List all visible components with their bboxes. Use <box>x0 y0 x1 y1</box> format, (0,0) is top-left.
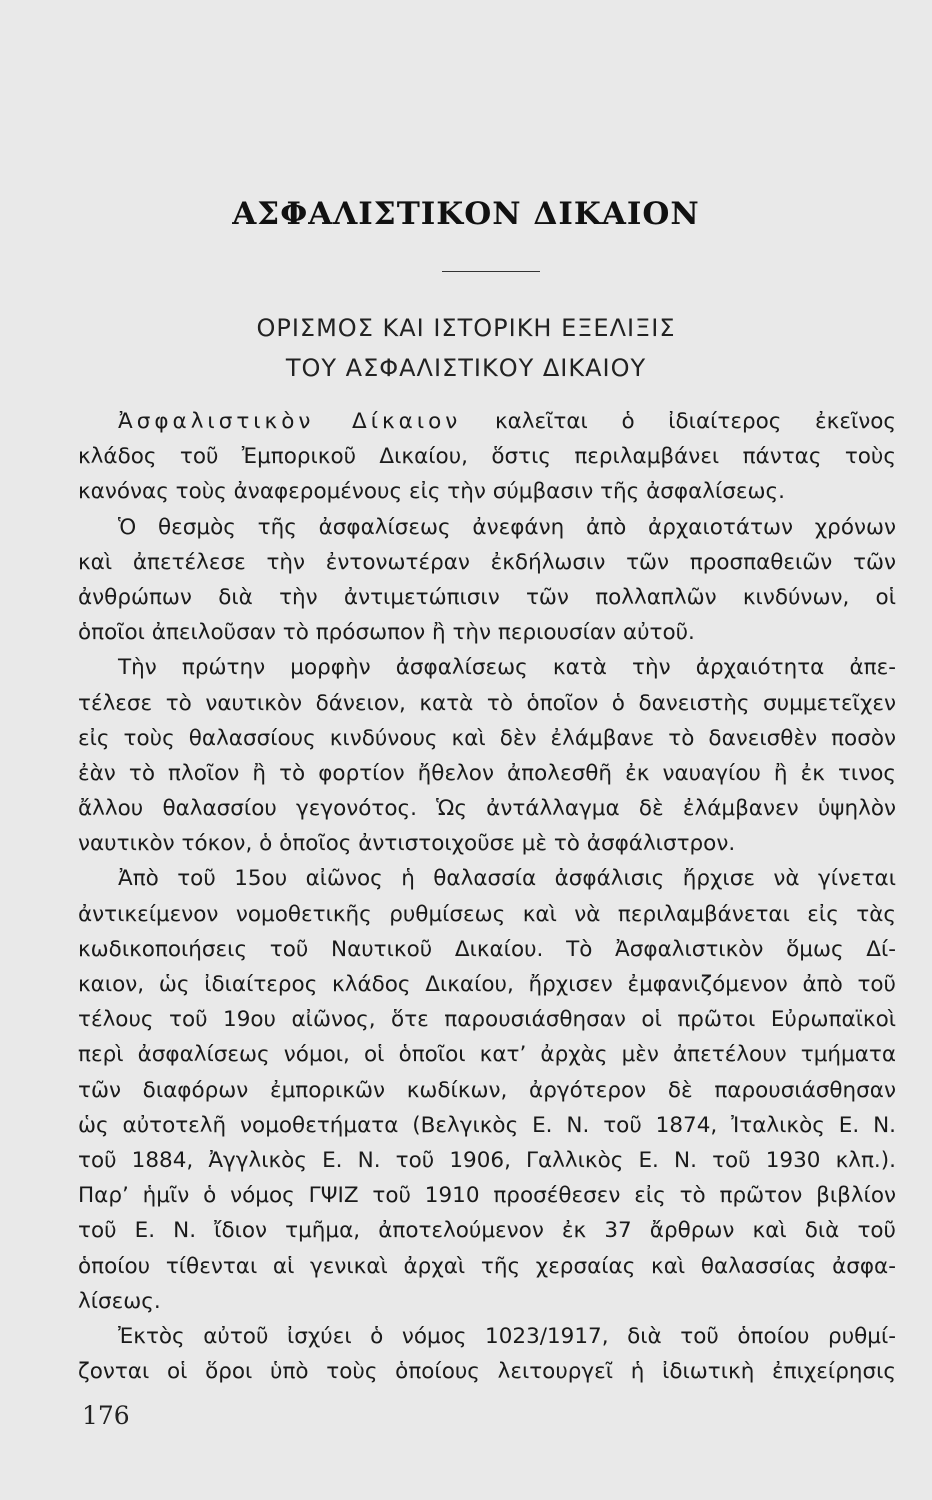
subtitle-line-1: ΟΡΙΣΜΟΣ ΚΑΙ ΙΣΤΟΡΙΚΗ ΕΞΕΛΙΞΙΣ <box>256 314 676 342</box>
text-line: ὁποίου τίθενται αἱ γενικαὶ ἀρχαὶ τῆς χερσαίας καὶ θαλασσίας ἀσφα- <box>78 1253 896 1279</box>
page-title: ΑΣΦΑΛΙΣΤΙΚΟΝ ΔΙΚΑΙΟΝ <box>232 196 700 232</box>
text-line: τῶν διαφόρων ἐμπορικῶν κωδίκων, ἀργότερον δὲ παρουσιάσθησαν <box>78 1077 896 1103</box>
text-line: εἰς τοὺς θαλασσίους κινδύνους καὶ δὲν ἐλάμβανε τὸ δανεισθὲν ποσὸν <box>78 725 896 751</box>
text-line: κανόνας τοὺς ἀναφερομένους εἰς τὴν σύμβασιν τῆς ἀσφαλίσεως. <box>78 479 785 505</box>
text-line: ἀντικείμενον νομοθετικῆς ρυθμίσεως καὶ νὰ περιλαμβάνεται εἰς τὰς <box>78 901 896 927</box>
text-line: τέλους τοῦ 19ου αἰῶνος, ὅτε παρουσιάσθησαν οἱ πρῶτοι Εὐρωπαϊκοὶ <box>78 1007 896 1033</box>
text-line: τοῦ Ε. Ν. ἴδιον τμῆμα, ἀποτελούμενον ἐκ 37 ἄρθρων καὶ διὰ τοῦ <box>78 1218 896 1244</box>
text-line: τοῦ 1884, Ἀγγλικὸς Ε. Ν. τοῦ 1906, Γαλλικὸς Ε. Ν. τοῦ 1930 κλπ.). <box>78 1147 896 1173</box>
text-line: κλάδος τοῦ Ἐμπορικοῦ Δικαίου, ὅστις περιλαμβάνει πάντας τοὺς <box>78 444 896 470</box>
text-line: ἐὰν τὸ πλοῖον ἢ τὸ φορτίον ἤθελον ἀπολεσθῆ ἐκ ναυαγίου ἢ ἐκ τινος <box>78 760 896 786</box>
spaced-term: Ἀσφαλιστικὸν Δίκαιον <box>118 409 462 434</box>
text-line: ζονται οἱ ὅροι ὑπὸ τοὺς ὁποίους λειτουργεῖ ἡ ἰδιωτικὴ ἐπιχείρησις <box>78 1359 896 1385</box>
text-line: κωδικοποιήσεις τοῦ Ναυτικοῦ Δικαίου. Τὸ Ἀσφαλιστικὸν ὅμως Δί- <box>78 936 896 962</box>
text-line: Παρ’ ἡμῖν ὁ νόμος ΓΨΙΖ τοῦ 1910 προσέθεσεν εἰς τὸ πρῶτον βιβλίον <box>78 1183 896 1209</box>
text-line: καὶ ἀπετέλεσε τὴν ἐντονωτέραν ἐκδήλωσιν τῶν προσπαθειῶν τῶν <box>78 549 896 575</box>
text-line: Ἐκτὸς αὐτοῦ ἰσχύει ὁ νόμος 1023/1917, διὰ τοῦ ὁποίου ρυθμί- <box>118 1323 896 1349</box>
text-line: Ὁ θεσμὸς τῆς ἀσφαλίσεως ἀνεφάνη ἀπὸ ἀρχαιοτάτων χρόνων <box>118 514 896 540</box>
text-line: ἀνθρώπων διὰ τὴν ἀντιμετώπισιν τῶν πολλαπλῶν κινδύνων, οἱ <box>78 584 896 610</box>
text-line: περὶ ἀσφαλίσεως νόμοι, οἱ ὁποῖοι κατ’ ἀρχὰς μὲν ἀπετέλουν τμήματα <box>78 1042 896 1068</box>
subtitle-line-2: ΤΟΥ ΑΣΦΑΛΙΣΤΙΚΟΥ ΔΙΚΑΙΟΥ <box>285 354 647 382</box>
text-line: ναυτικὸν τόκον, ὁ ὁποῖος ἀντιστοιχοῦσε μὲ τὸ ἀσφάλιστρον. <box>78 831 736 857</box>
text-line: ὡς αὐτοτελῆ νομοθετήματα (Βελγικὸς Ε. Ν. τοῦ 1874, Ἰταλικὸς Ε. Ν. <box>78 1112 896 1138</box>
text-line: Ἀσφαλιστικὸν Δίκαιον καλεῖται ὁ ἰδιαίτερος ἐκεῖνος <box>118 409 896 434</box>
body-text <box>78 404 896 1389</box>
text-line: ἄλλου θαλασσίου γεγονότος. Ὡς ἀντάλλαγμα δὲ ἐλάμβανεν ὑψηλὸν <box>78 796 896 822</box>
text-line: Τὴν πρώτην μορφὴν ἀσφαλίσεως κατὰ τὴν ἀρχαιότητα ἀπε- <box>118 655 896 681</box>
text-line: Ἀπὸ τοῦ 15ου αἰῶνος ἡ θαλασσία ἀσφάλισις ἤρχισε νὰ γίνεται <box>118 866 896 892</box>
text-line: ὁποῖοι ἀπειλοῦσαν τὸ πρόσωπον ἢ τὴν περιουσίαν αὐτοῦ. <box>78 620 695 646</box>
text-line: καιον, ὡς ἰδιαίτερος κλάδος Δικαίου, ἤρχισεν ἐμφανιζόμενον ἀπὸ τοῦ <box>78 972 896 997</box>
text-line: τέλεσε τὸ ναυτικὸν δάνειον, κατὰ τὸ ὁποῖον ὁ δανειστὴς συμμετεῖχεν <box>78 690 896 716</box>
page-number: 176 <box>82 1401 130 1430</box>
text-line: λίσεως. <box>78 1288 161 1314</box>
title-divider <box>442 271 540 272</box>
